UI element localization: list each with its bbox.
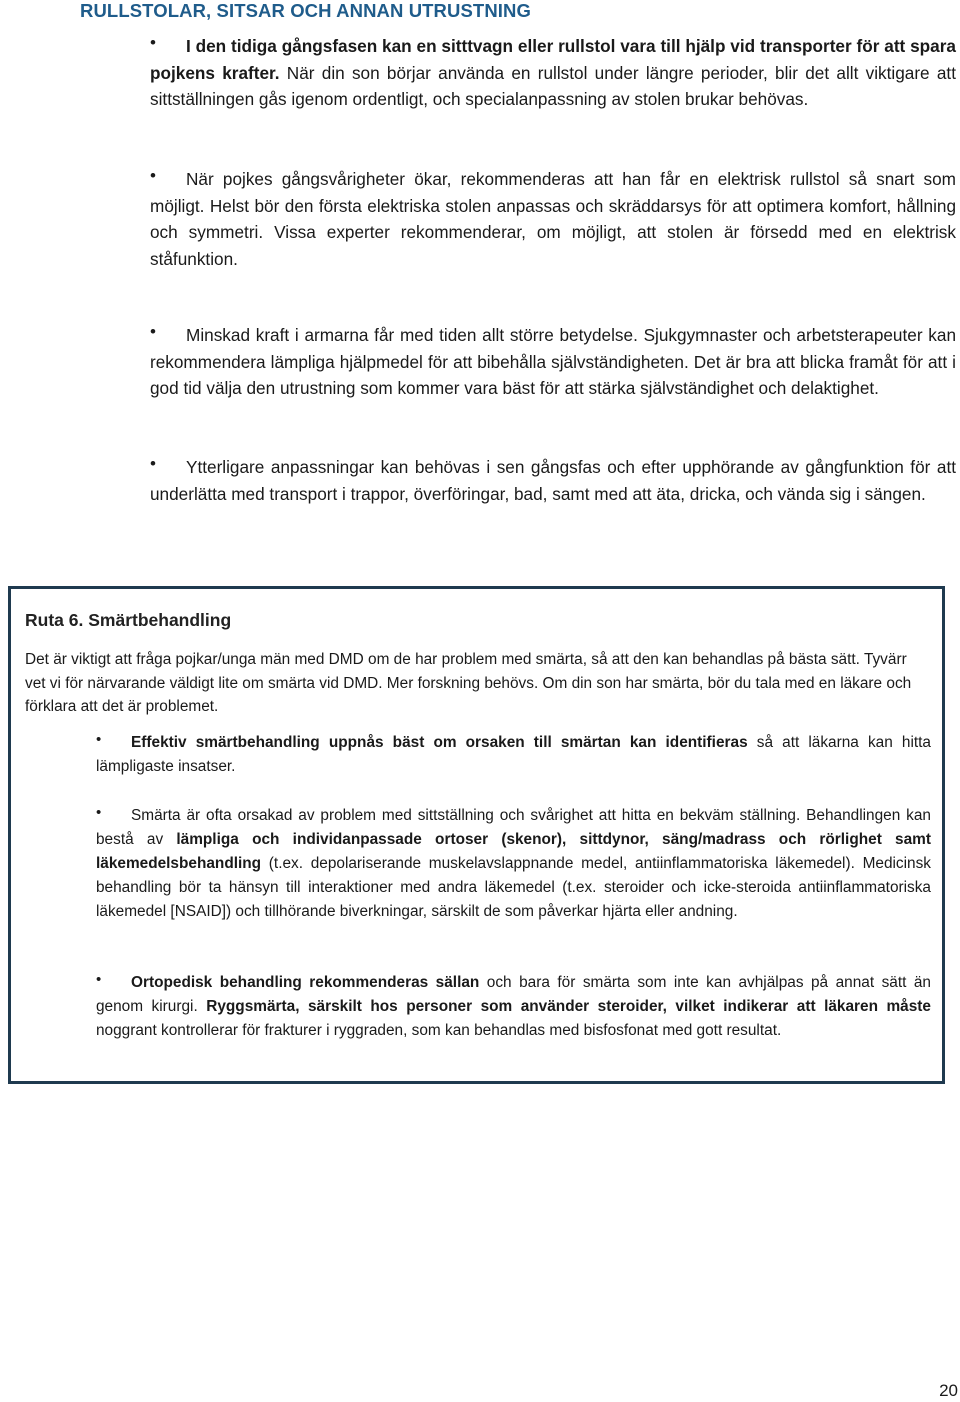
box-p3-bold-2: Ryggsmärta, särskilt hos personer som använder steroider, vilket indikerar att läkaren måste	[206, 998, 931, 1015]
page-number: 20	[939, 1381, 958, 1400]
box-p3-bold-1: Ortopedisk behandling rekommenderas sällan	[131, 974, 480, 991]
box-label: Ruta 6.	[25, 610, 84, 630]
bullet-icon: •	[150, 33, 156, 52]
box-title	[25, 610, 231, 631]
bullet-paragraph-1	[150, 33, 956, 113]
box-p1-bold: Effektiv smärtbehandling uppnås bäst om orsaken till smärtan kan identifieras	[131, 734, 748, 751]
box-p2-a: Smärta är ofta orsakad av problem med sittställning och svårighet att hitta en bekväm ställning. Behandlingen kan bestå av	[96, 807, 931, 848]
bullet-icon: •	[150, 322, 156, 341]
bullet-icon: •	[150, 166, 156, 185]
box-p1-text: så att läkarna kan hitta lämpligaste insatser.	[96, 734, 931, 775]
box-p2-b: (t.ex. depolariserande muskelavslappnande medel, antiinflammatoriska läkemedel). Medicinsk behandling bör ta hänsyn till interaktioner med andra läkemedel (t.ex. steroider och icke-steroida antiinflammatoriska läkemedel [NSAID]) och tillhörande biverkningar, särskilt de som påverkar hjärta eller andning.	[96, 855, 931, 920]
bullet-1-text: När din son börjar använda en rullstol under längre perioder, blir det allt viktigare att sittställningen gås igenom ordentligt, och specialanpassning av stolen brukar behövas.	[150, 62, 956, 109]
box-p3-a: och bara för smärta som inte kan avhjälpas på annat sätt än genom kirurgi.	[96, 974, 931, 1015]
bullet-1-bold: I den tidiga gångsfasen kan en sitttvagn eller rullstol vara till hjälp vid transporter för att spara pojkens krafter.	[150, 36, 956, 83]
bullet-icon: •	[96, 971, 102, 988]
bullet-paragraph-3: Minskad kraft i armarna får med tiden allt större betydelse. Sjukgymnaster och arbetsterapeuter kan rekommendera lämpliga hjälpmedel för att bibehålla självständigheten. Det är bra att blicka framåt för att i god tid välja den utrustning som kommer vara bäst för att stärka självständighet och delaktighet.	[150, 325, 956, 398]
box-p2-bold: lämpliga och individanpassade ortoser (skenor), sittdynor, säng/madrass och rörlighet samt läkemedelsbehandling	[96, 831, 931, 872]
box-title-text: Smärtbehandling	[88, 610, 232, 630]
bullet-icon: •	[96, 804, 102, 821]
box-paragraph-1	[96, 731, 931, 779]
box-p3-b: noggrant kontrollerar för frakturer i ryggraden, som kan behandlas med bisfosfonat med gott resultat.	[96, 1022, 782, 1039]
bullet-icon: •	[150, 454, 156, 473]
bullet-paragraph-4: Ytterligare anpassningar kan behövas i sen gångsfas och efter upphörande av gångfunktion för att underlätta med transport i trappor, överföringar, bad, samt med att äta, dricka, och vända sig i sängen.	[150, 457, 956, 504]
bullet-paragraph-2: När pojkes gångsvårigheter ökar, rekommenderas att han får en elektrisk rullstol så snart som möjligt. Helst bör den första elektriska stolen anpassas och skräddarsys för att optimera komfort, hållning och symmetri. Vissa experter rekommenderar, om möjligt, att stolen är försedd med en elektrisk ståfunktion.	[150, 169, 956, 269]
box-paragraph-3	[96, 971, 931, 1043]
bullet-icon: •	[96, 731, 102, 748]
section-heading: RULLSTOLAR, SITSAR OCH ANNAN UTRUSTNING	[80, 0, 531, 21]
box-paragraph-2	[96, 804, 931, 924]
box-intro: Det är viktigt att fråga pojkar/unga män med DMD om de har problem med smärta, så att den kan behandlas på bästa sätt. Tyvärr vet vi för närvarande väldigt lite om smärta vid DMD. Mer forskning behövs. Om din son har smärta, bör du tala med en läkare och förklara att det är problemet.	[25, 651, 912, 715]
